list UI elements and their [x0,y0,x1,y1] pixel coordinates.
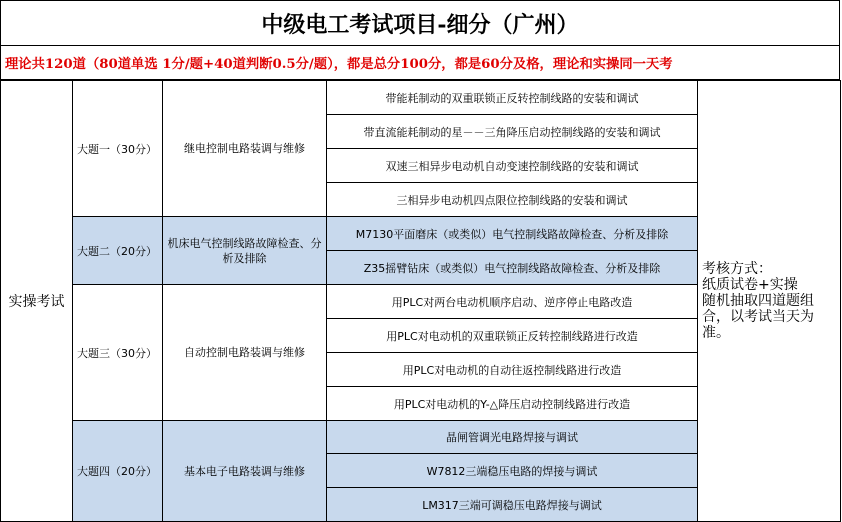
item-cell: 晶闸管调光电路焊接与调试 [327,421,698,454]
question-label: 大题一（30分） [73,81,163,217]
category-label: 自动控制电路装调与维修 [163,285,327,421]
question-label: 大题三（30分） [73,285,163,421]
question-label: 大题二（20分） [73,217,163,285]
method-line: 随机抽取四道题组合，以考试当天为准。 [702,293,814,341]
item-cell: 用PLC对电动机的自动往返控制线路进行改造 [327,353,698,387]
item-cell: 用PLC对电动机的双重联锁正反转控制线路进行改造 [327,319,698,353]
category-label: 继电控制电路装调与维修 [163,81,327,217]
question-label: 大题四（20分） [73,421,163,522]
category-label: 机床电气控制线路故障检查、分析及排除 [163,217,327,285]
exam-table [0,80,841,522]
item-cell: 双速三相异步电动机自动变速控制线路的安装和调试 [327,149,698,183]
item-cell: 三相异步电动机四点限位控制线路的安装和调试 [327,183,698,217]
theory-rule-banner: 理论共120道（80道单选 1分/题+40道判断0.5分/题），都是总分100分，都是60分及格，理论和实操同一天考 [0,46,840,80]
item-cell: Z35摇臂钻床（或类似）电气控制线路故障检查、分析及排除 [327,251,698,285]
item-cell: W7812三端稳压电路的焊接与调试 [327,454,698,488]
category-label: 基本电子电路装调与维修 [163,421,327,522]
item-cell: 用PLC对两台电动机顺序启动、逆序停止电路改造 [327,285,698,319]
exam-type-cell: 实操考试 [1,81,73,522]
item-cell: 带能耗制动的双重联锁正反转控制线路的安装和调试 [327,81,698,115]
item-cell: 用PLC对电动机的Y-△降压启动控制线路进行改造 [327,387,698,421]
item-cell: 带直流能耗制动的星－－三角降压启动控制线路的安装和调试 [327,115,698,149]
method-line: 考核方式： [702,261,772,277]
table-row [1,81,841,115]
page-title: 中级电工考试项目-细分（广州） [0,0,840,46]
item-cell: LM317三端可调稳压电路焊接与调试 [327,488,698,522]
assessment-method [698,81,841,522]
item-cell: M7130平面磨床（或类似）电气控制线路故障检查、分析及排除 [327,217,698,251]
method-line: 纸质试卷+实操 [702,277,798,293]
